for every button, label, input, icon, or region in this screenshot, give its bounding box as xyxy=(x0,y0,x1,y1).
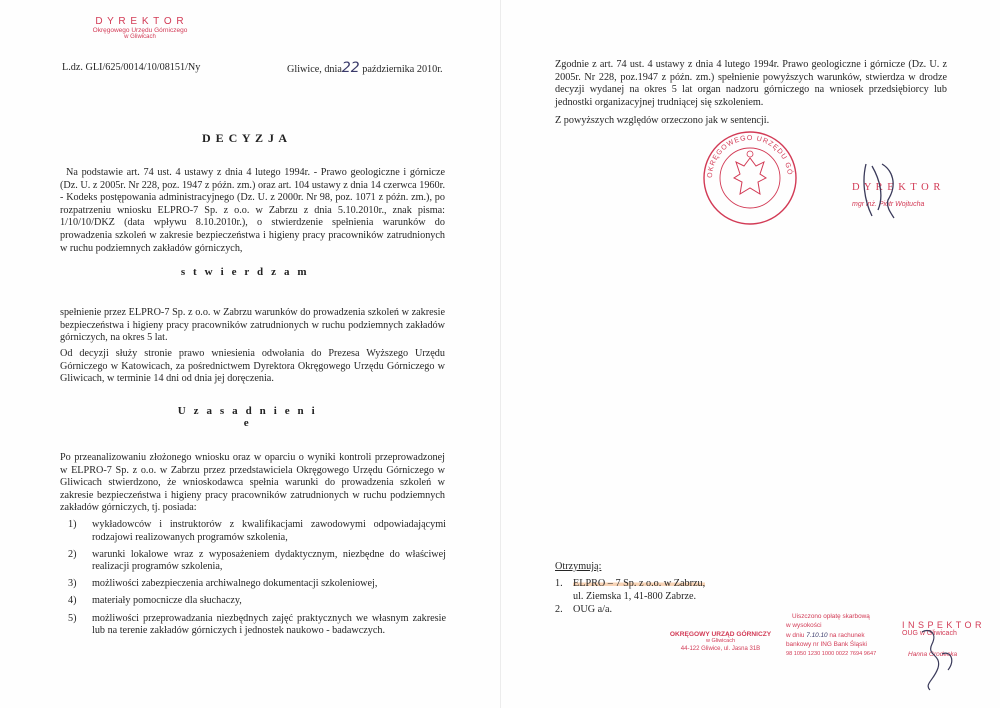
inspector-stamp-office: OUG w Gliwicach xyxy=(902,630,957,637)
recipient-1-address: ul. Ziemska 1, 41-800 Zabrze. xyxy=(573,590,697,602)
eagle-seal-icon xyxy=(700,128,800,228)
director-signature xyxy=(858,160,906,227)
fee-stamp-bank: bankowy nr ING Bank Śląski xyxy=(786,641,867,649)
list-item: 4) materiały pomocnicze dla słuchaczy, xyxy=(68,595,242,607)
recipients-label: Otrzymują: xyxy=(555,561,602,572)
inspector-signature xyxy=(912,624,962,699)
page-fold xyxy=(500,0,501,708)
recipient-2: 2. OUG a/a. xyxy=(555,604,613,615)
document-title: D E C Y Z J A xyxy=(201,131,289,145)
office-stamp xyxy=(668,631,773,652)
fee-stamp xyxy=(786,612,904,659)
header-stamp-office: Okręgowego Urzędu Górniczego xyxy=(92,27,188,34)
place-date xyxy=(287,62,443,77)
list-item: 3) możliwości zabezpieczenia archiwalnego dokumentacji szkoleniowej, xyxy=(68,578,378,590)
fee-stamp-title: Uiszczono opłatę skarbową xyxy=(792,613,870,620)
recipient-1: 1. ELPRO – 7 Sp. z o.o. w Zabrzu, ul. Ziemska 1, 41-800 Zabrze. xyxy=(555,578,755,603)
fee-stamp-account: 98 1050 1230 1000 0022 7694 9647 xyxy=(786,650,877,657)
place-label: Gliwice, dnia xyxy=(287,64,342,75)
round-official-seal xyxy=(700,128,800,228)
director-header-stamp xyxy=(60,16,220,40)
office-stamp-city: w Gliwicach xyxy=(705,638,736,644)
justification-paragraph: Po przeanalizowaniu złożonego wniosku oraz w oparciu o wyniki kontroli przeprowadzonej w ELPRO-7 Sp. z o.o. w Zabrzu przez przedstawiciela Okręgowego Urzędu Górniczego w Gliwicach stwierdzono, że wnioskodawca spełnia warunki do prowadzenia szkoleń w zakresie bezpieczeństwa i higieny pracy pracowników zatrudnionych w ruchu podziemnych zakładów górniczych, tj. posiada: xyxy=(60,452,445,514)
uzasadnienie-heading: U z a s a d n i e n i e xyxy=(177,405,318,429)
fee-stamp-date-line: w dniu 7.10.10 na rachunek xyxy=(786,631,865,639)
stwierdzam-heading: s t w i e r d z a m xyxy=(180,266,310,278)
handwritten-day: 22 xyxy=(341,60,360,76)
inspector-stamp-title: I N S P E K T O R xyxy=(902,620,983,630)
inspector-stamp-name: Hanna Grodecka xyxy=(908,651,958,658)
requirements-list xyxy=(68,519,446,642)
reference-number: L.dz. GLI/625/0014/10/08151/Ny xyxy=(62,62,201,73)
conclusion-paragraph: Z powyższych względów orzeczono jak w sentencji. xyxy=(555,115,770,126)
list-item: 5) możliwości przeprowadzania niezbędnych zajęć praktycznych we własnym zakresie lub na terenie zakładów górniczych i jednostek naukowo - badawczych. xyxy=(68,612,446,637)
month-year: października 2010r. xyxy=(362,64,443,75)
appeal-paragraph: Od decyzji służy stronie prawo wniesienia odwołania do Prezesa Wyższego Urzędu Górniczego w Katowicach, za pośrednictwem Dyrektora Okręgowego Urzędu Górniczego w Gliwicach, w terminie 14 dni od dnia jej doręczenia. xyxy=(60,348,445,385)
office-stamp-address: 44-122 Gliwice, ul. Jasna 31B xyxy=(680,646,761,652)
fee-stamp-date: 7.10.10 xyxy=(806,631,828,639)
legal-basis-paragraph: Zgodnie z art. 74 ust. 4 ustawy z dnia 4 lutego 1994r. Prawo geologiczne i górnicze (Dz. U. z 2005r. Nr 228, poz.1947 z późn. zm.) spełnienie powyższych warunków, stwierdza w drodze decyzji wydanej na okres 5 lat organ nadzoru górniczego na wniosek przedsiębiorcy lub jednostki organizacyjnej trudniącej się szkoleniem. xyxy=(555,59,947,108)
director-stamp-name: mgr inż. Piotr Wojtucha xyxy=(852,201,925,208)
header-stamp-city: w Gliwicach xyxy=(124,34,156,40)
recipient-1-name: ELPRO – 7 Sp. z o.o. w Zabrzu, xyxy=(573,578,706,589)
header-stamp-title: D Y R E K T O R xyxy=(95,16,185,27)
svg-text:OKRĘGOWEGO URZĘDU GÓRNICZEGO W: OKRĘGOWEGO URZĘDU GÓ xyxy=(706,134,794,179)
decision-paragraph: spełnienie przez ELPRO-7 Sp. z o.o. w Zabrzu warunków do prowadzenia szkoleń w zakresie bezpieczeństwa i higieny pracy pracowników zatrudnionych w ruchu podziemnych zakładów górniczych, na okres 5 lat. xyxy=(60,307,445,344)
list-item: 1) wykładowców i instruktorów z kwalifikacjami zawodowymi odpowiadającymi rodzajowi realizowanych programów szkolenia, xyxy=(68,519,446,543)
director-stamp-title: D Y R E K T O R xyxy=(852,182,942,193)
signature-icon xyxy=(912,624,962,694)
list-item: 2) warunki lokalowe wraz z wyposażeniem dydaktycznym, niezbędne do właściwej realizacji programów szkolenia, xyxy=(68,548,446,573)
signature-icon xyxy=(858,160,906,222)
office-stamp-title: OKRĘGOWY URZĄD GÓRNICZY xyxy=(669,631,772,638)
fee-stamp-amount: w wysokości xyxy=(786,622,822,630)
intro-paragraph: Na podstawie art. 74 ust. 4 ustawy z dnia 4 lutego 1994r. - Prawo geologiczne i górnicze (Dz. U. z 2005r. Nr 228, poz. 1947 z późn. zm.) oraz art. 104 ustawy z dnia 14 czerwca 1960r. - Kodeks postępowania administracyjnego (Dz. U. z 2000r. Nr 98, poz. 1071 z późn. zm.), po rozpatrzeniu wniosku ELPRO-7 Sp. z o.o. w Zabrzu z dnia 5.10.2010r., znak pisma: 1/10/10/DKZ (data wpływu 8.10.2010r.), o stwierdzenie spełnienia warunków do prowadzenia szkoleń w zakresie bezpieczeństwa i higieny pracy pracowników zatrudnionych w ruchu podziemnych zakładów górniczych, xyxy=(60,167,445,254)
